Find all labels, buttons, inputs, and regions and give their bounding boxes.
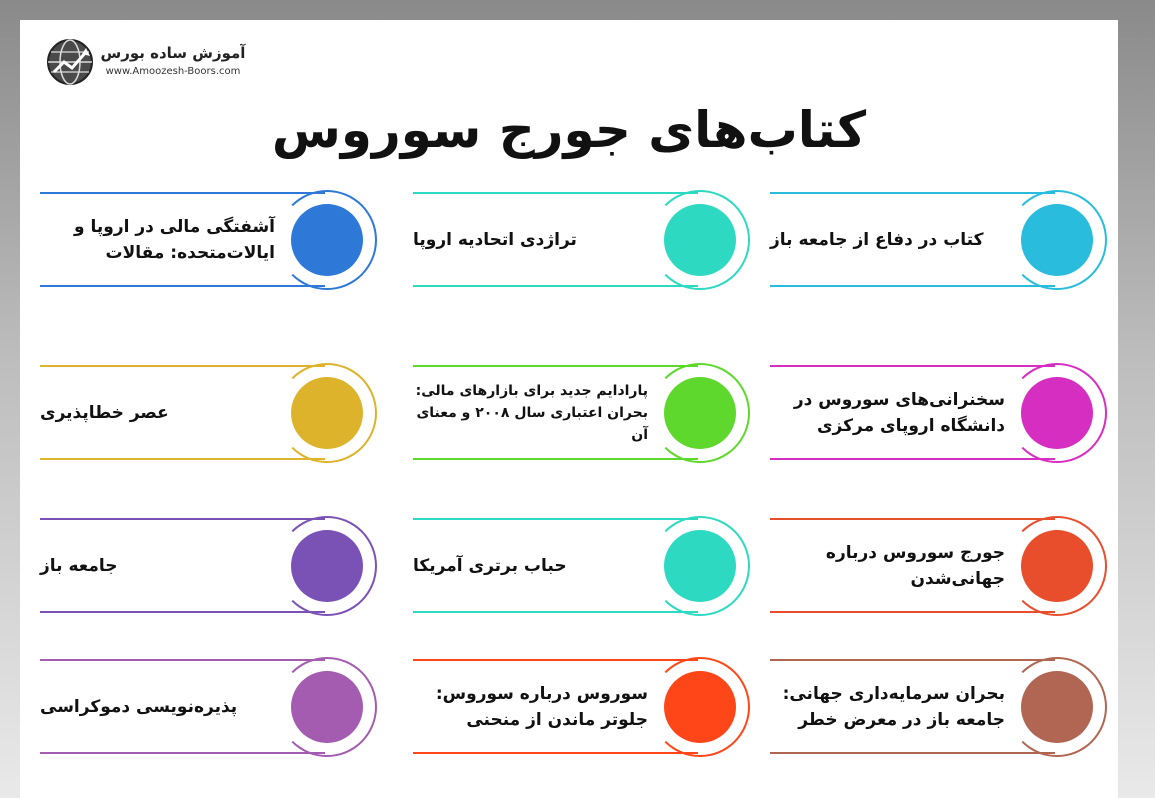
book-title: سخنرانی‌های سوروس در دانشگاه اروپای مرکزی bbox=[793, 390, 1005, 436]
book-bullet-icon bbox=[291, 530, 363, 602]
brand-name: آموزش ساده بورس bbox=[100, 44, 246, 62]
book-title: آشفتگی مالی در اروپا و ایالات‌متحده: مقالات bbox=[74, 217, 275, 263]
book-title: حباب برتری آمریکا bbox=[413, 556, 567, 576]
book-item bbox=[40, 657, 377, 757]
brand-url: www.Amoozesh-Boors.com bbox=[105, 66, 241, 77]
book-item bbox=[770, 657, 1107, 757]
book-bullet-icon bbox=[291, 671, 363, 743]
book-bullet-icon bbox=[664, 671, 736, 743]
book-item bbox=[413, 516, 750, 616]
book-title: تراژدی اتحادیه اروپا bbox=[413, 230, 577, 250]
book-item bbox=[770, 190, 1107, 290]
book-item bbox=[770, 363, 1107, 463]
book-title: عصر خطاپذیری bbox=[40, 403, 169, 423]
book-item bbox=[413, 363, 750, 463]
book-item bbox=[770, 516, 1107, 616]
book-item bbox=[413, 657, 750, 757]
book-title: جورج سوروس درباره جهانی‌شدن bbox=[825, 543, 1005, 589]
book-title: پارادایم جدید برای بازارهای مالی: بحران اعتباری سال ۲۰۰۸ و معنای آن bbox=[415, 383, 648, 443]
book-bullet-icon bbox=[1021, 671, 1093, 743]
book-bullet-icon bbox=[664, 377, 736, 449]
globe-chart-icon bbox=[46, 38, 94, 86]
infographic-card bbox=[20, 20, 1118, 798]
book-title: بحران سرمایه‌داری جهانی: جامعه باز در معرض خطر bbox=[782, 684, 1005, 730]
brand-logo[interactable] bbox=[46, 38, 246, 88]
book-item bbox=[40, 516, 377, 616]
book-bullet-icon bbox=[664, 530, 736, 602]
book-bullet-icon bbox=[291, 204, 363, 276]
book-bullet-icon bbox=[664, 204, 736, 276]
book-bullet-icon bbox=[291, 377, 363, 449]
book-title: پذیره‌نویسی دموکراسی bbox=[40, 697, 238, 717]
book-title: سوروس درباره سوروس: جلوتر ماندن از منحنی bbox=[435, 684, 648, 730]
book-bullet-icon bbox=[1021, 204, 1093, 276]
book-bullet-icon bbox=[1021, 377, 1093, 449]
page-title: کتاب‌های جورج سوروس bbox=[271, 101, 867, 159]
book-bullet-icon bbox=[1021, 530, 1093, 602]
book-item bbox=[40, 190, 377, 290]
book-item bbox=[413, 190, 750, 290]
book-item bbox=[40, 363, 377, 463]
book-title: جامعه باز bbox=[40, 556, 118, 576]
book-title: کتاب در دفاع از جامعه باز bbox=[770, 230, 984, 250]
